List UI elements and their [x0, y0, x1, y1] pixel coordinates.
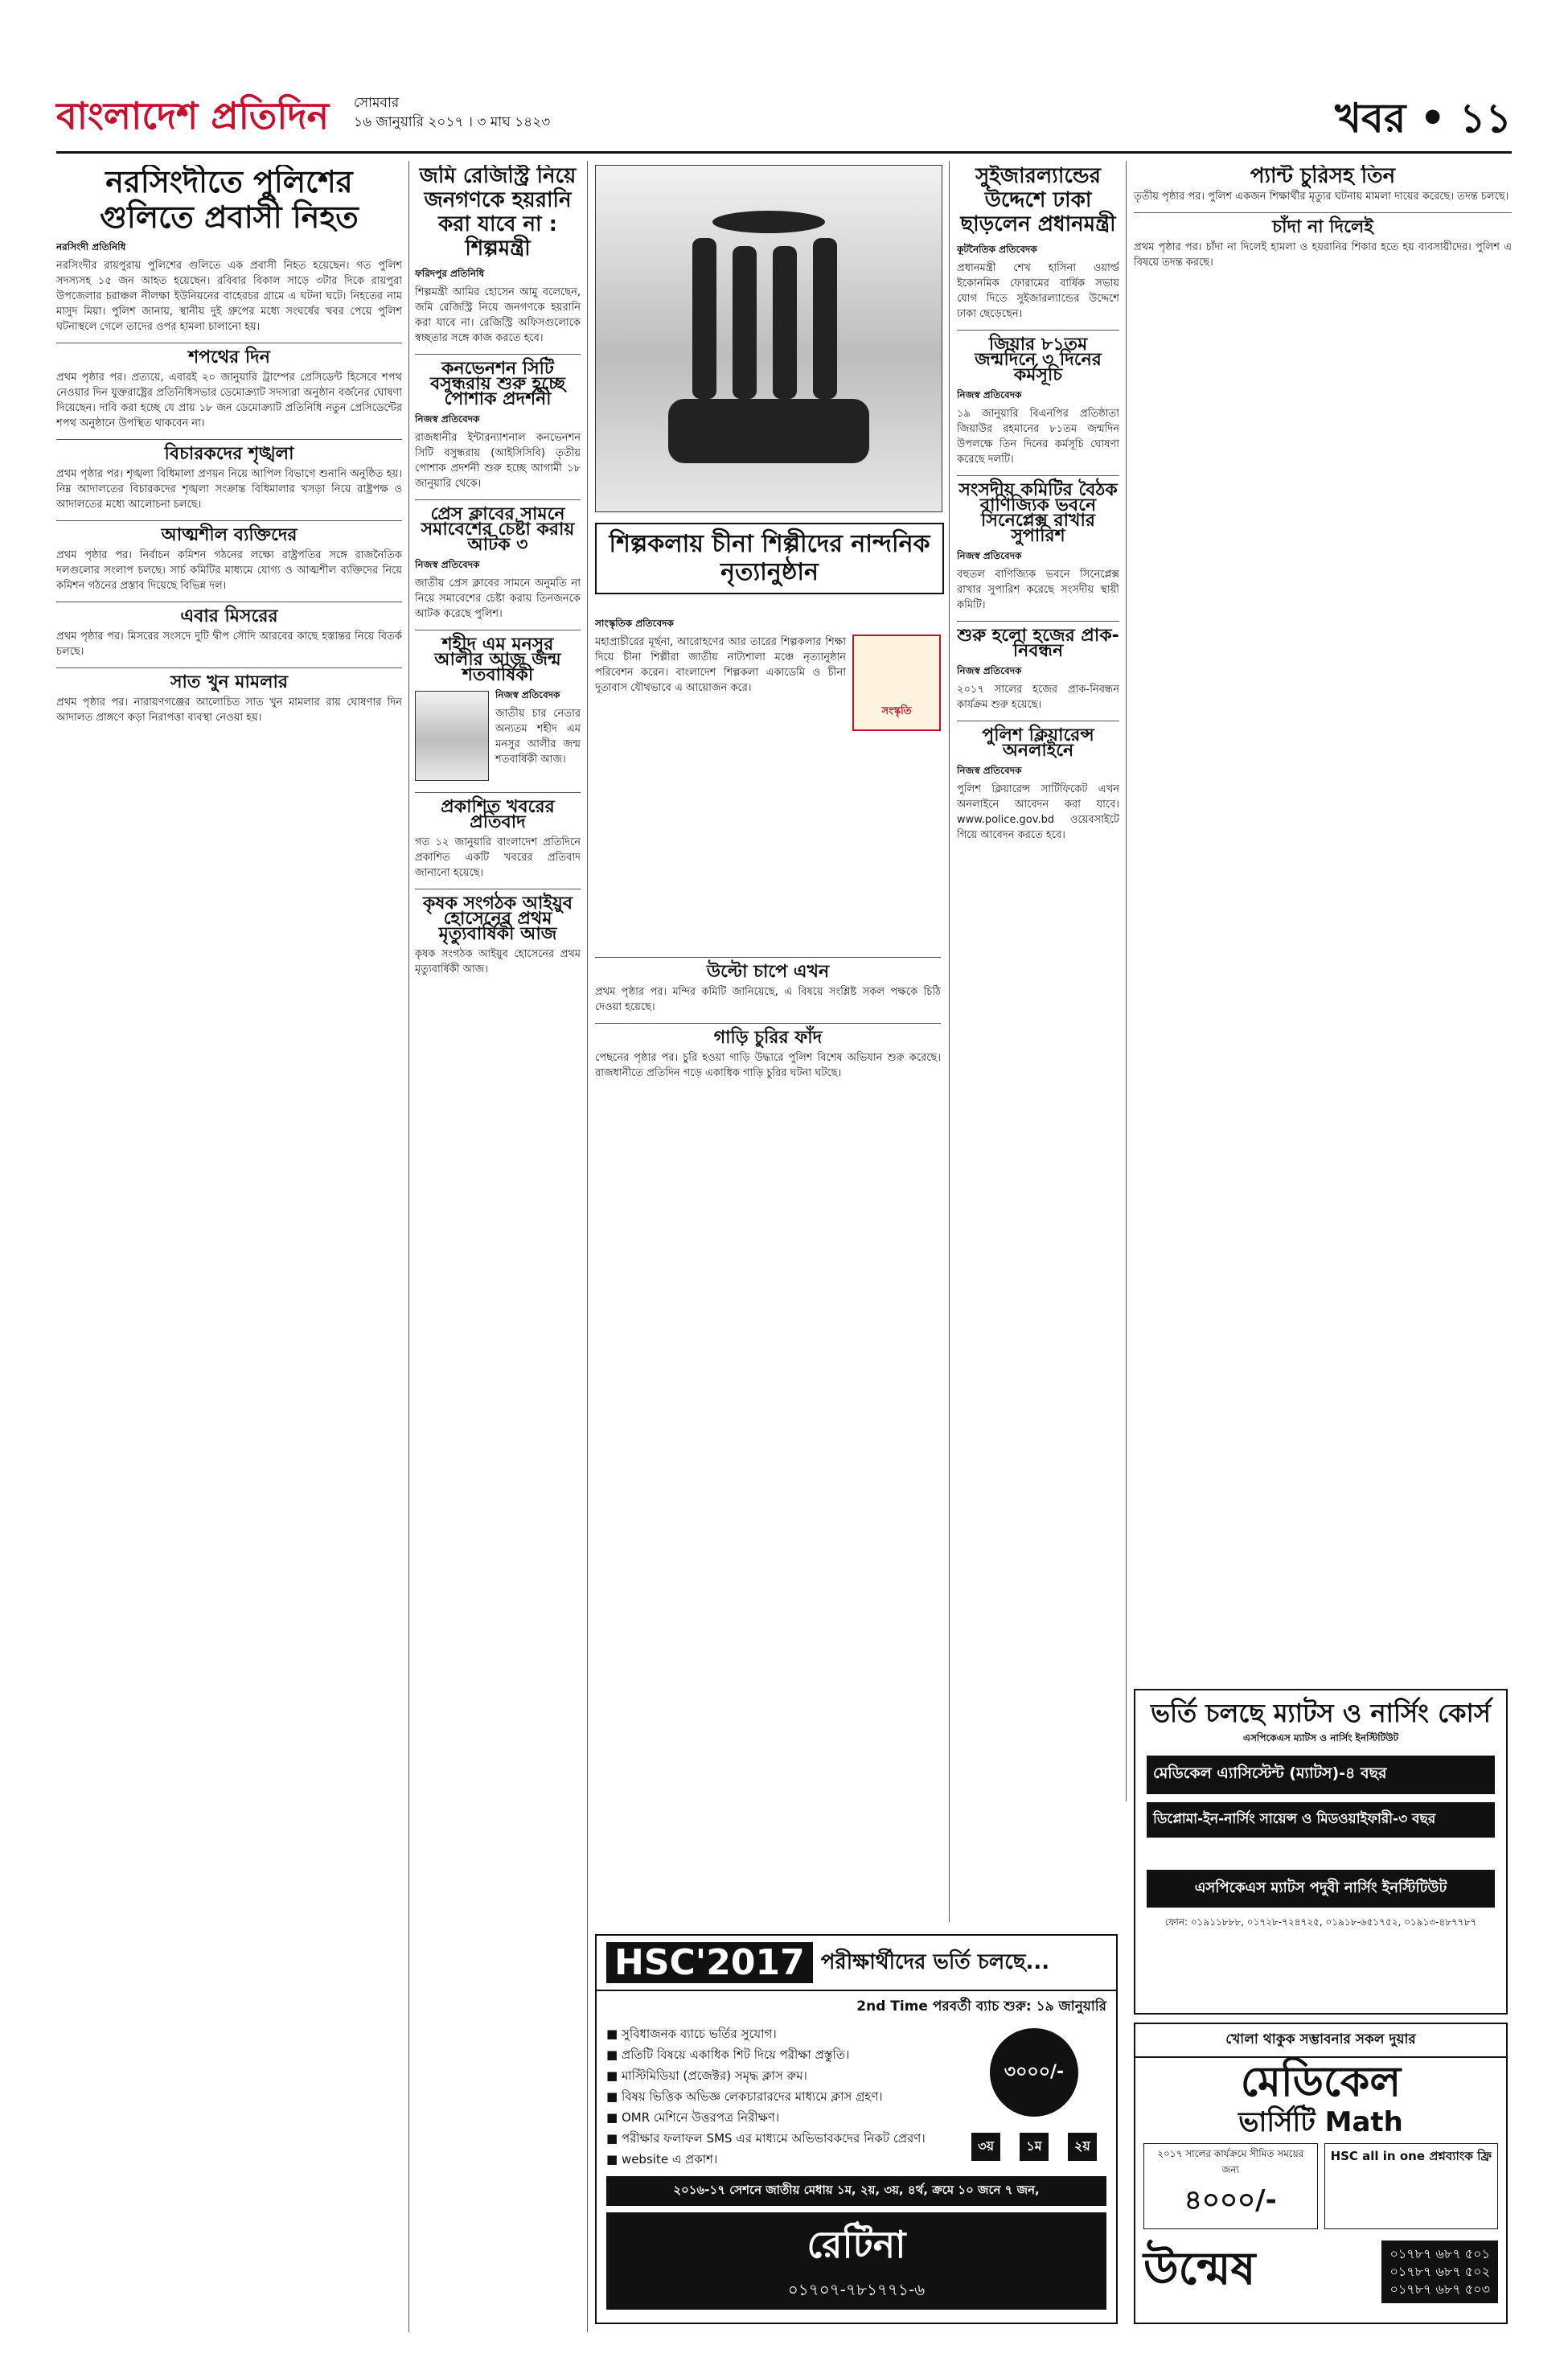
- headline-chanda: চাঁদা না দিলেই: [1134, 212, 1512, 235]
- article-body: তৃতীয় পৃষ্ঠার পর। পুলিশ একজন শিক্ষার্থীর মৃত্যুর ঘটনায় মামলা দায়ের করেছে। তদন্ত চলছে।: [1134, 190, 1509, 203]
- byline: নিজস্ব প্রতিবেদক: [415, 413, 480, 425]
- day-label: সোমবার: [354, 95, 400, 111]
- headline-chinese-dance: শিল্পকলায় চীনা শিল্পীদের নান্দনিক নৃত্যানুষ্ঠান: [595, 523, 944, 594]
- hsc-rankers: [962, 2133, 1106, 2161]
- article-body: পুলিশ ক্লিয়ারেন্স সার্টিফিকেট এখন অনলাইনে আবেদন করা যাবে। www.police.gov.bd ওয়েবসাইটে গিয়ে আবেদন করতে হবে।: [957, 782, 1119, 841]
- unmesh-price: ৪০০০/-: [1184, 2184, 1277, 2216]
- hsc-feature-item: ■ প্রতিটি বিষয়ে একাধিক শিট দিয়ে পরীক্ষা প্রস্তুতি।: [606, 2047, 850, 2062]
- retina-name: রেটিনা: [807, 2223, 906, 2266]
- headline-monsur-ali: শহীদ এম মনসুর আলীর আজ জন্ম শতবার্ষিকী: [415, 630, 581, 683]
- hsc-feature-item: ■ মাস্টিমিডিয়া (প্রজেক্টর) সমৃদ্ধ ক্লাস রুম।: [606, 2068, 807, 2083]
- unmesh-phone: ০১৭৮৭ ৬৮৭ ৫০১: [1389, 2246, 1490, 2261]
- culture-label: সংস্কৃতি: [881, 705, 912, 717]
- byline: নিজস্ব প্রতিবেদক: [495, 688, 560, 700]
- subhead-shapath: শপথের দিন: [56, 343, 402, 365]
- unmesh-footer: [1135, 2234, 1506, 2310]
- hsc-body: [597, 2023, 1116, 2170]
- byline: নিজস্ব প্রতিবেদক: [415, 558, 480, 570]
- headline-hajj: শুরু হলো হজের প্রাক-নিবন্ধন: [957, 621, 1119, 659]
- byline: নিজস্ব প্রতিবেদক: [957, 764, 1022, 776]
- hsc-result: ২০১৬-১৭ সেশনে জাতীয় মেধায় ১ম, ২য়, ৩য়, ৪র্থ, ক্রমে ১০ জনে ৭ জন,: [606, 2176, 1106, 2206]
- article-body: ২০১৭ সালের হজের প্রাক-নিবন্ধন কার্যক্রম শুরু হয়েছে।: [957, 683, 1119, 711]
- dateline: [354, 93, 550, 132]
- unmesh-phones: [1381, 2241, 1498, 2303]
- hsc-rank-badge: ১ম: [1020, 2133, 1048, 2161]
- byline: নিজস্ব প্রতিবেদক: [957, 549, 1022, 561]
- unmesh-ad: [1134, 2023, 1508, 2324]
- article-body: পেছনের পৃষ্ঠার পর। চুরি হওয়া গাড়ি উদ্ধারে পুলিশ বিশেষ অভিযান শুরু করেছে। রাজধানীতে প্রতিদিন গড়ে একাধিক গাড়ি চুরির ঘটনা ঘটছে।: [595, 1052, 941, 1079]
- date-label: ১৬ জানুয়ারি ২০১৭ । ৩ মাঘ ১৪২৩: [354, 114, 551, 130]
- hsc-feature-item: ■ সুবিধাজনক ব্যাচে ভর্তির সুযোগ।: [606, 2027, 777, 2041]
- ad-phone: ফোন: ০১৯১১৮৮৮, ০১৭২৮-৭২৪৭২৫, ০১৯১৮-৬৫১৭৫২, ০১৯১৩-৪৮৭৭৮৭: [1164, 1916, 1477, 1928]
- unmesh-phone: ০১৭৮৭ ৬৮৭ ৫০২: [1389, 2264, 1490, 2279]
- ad-institute: এসপিকেএস ম্যাটস পদুবী নার্সিং ইনস্টিটিউট: [1147, 1870, 1495, 1908]
- headline-police-clearance: পুলিশ ক্লিয়ারেন্স অনলাইনে: [957, 721, 1119, 758]
- subhead-attoshil: আত্মশীল ব্যক্তিদের: [56, 520, 402, 543]
- unmesh-tagline: খোলা থাকুক সম্ভাবনার সকল দুয়ার: [1135, 2024, 1506, 2058]
- headline-jomi-registry: জমি রেজিস্ট্রি নিয়ে জনগণকে হয়রানি করা যাবে না : শিল্পমন্ত্রী: [419, 165, 577, 261]
- article-body: বহুতল বাণিজ্যিক ভবনে সিনেপ্লেক্স রাখার সুপারিশ করেছে সংসদীয় স্থায়ী কমিটি।: [957, 568, 1119, 611]
- hsc-rank-badge: ৩য়: [971, 2133, 1000, 2161]
- byline: সাংস্কৃতিক প্রতিবেদক: [595, 618, 674, 629]
- unmesh-hsc-free: HSC all in one প্রশ্নব্যাংক ফ্রি: [1324, 2143, 1499, 2229]
- article-body: প্রথম পৃষ্ঠার পর। নারায়ণগঞ্জের আলোচিত সাত খুন মামলার রায় ঘোষণার দিন আদালত প্রাঙ্গণে কড়া নিরাপত্তা ব্যবস্থা নেওয়া হয়।: [56, 696, 402, 725]
- headline-gari-churi: গাড়ি চুরির ফাঁদ: [595, 1023, 941, 1045]
- ad-title: ভর্তি চলছে ম্যাটস ও নার্সিং কোর্স: [1151, 1698, 1491, 1728]
- byline: নিজস্ব প্রতিবেদক: [957, 664, 1022, 676]
- headline-prabashi: নরসিংদীতে পুলিশের গুলিতে প্রবাসী নিহত: [100, 165, 359, 235]
- hsc-feature-item: ■ OMR মেশিনে উত্তরপত্র নিরীক্ষণ।: [606, 2110, 780, 2125]
- hsc-feature-list: [606, 2023, 962, 2170]
- ad-subtitle: এসপিকেএস ম্যাটস ও নার্সিং ইনস্টিটিউট: [1242, 1731, 1399, 1744]
- article-body: জাতীয় চার নেতার অন্যতম শহীদ এম মনসুর আলীর জন্ম শতবার্ষিকী আজ।: [495, 707, 581, 766]
- unmesh-price-note: ২০১৭ সালের কার্যক্রমে সীমিত সময়ের জন্য: [1157, 2148, 1304, 2175]
- headline-press-club: প্রেস ক্লাবের সামনে সমাবেশের চেষ্টা করায় আটক ৩: [415, 499, 581, 552]
- article-body: প্রথম পৃষ্ঠার পর। মিসরের সংসদে দুটি দ্বীপ সৌদি আরবের কাছে হস্তান্তর নিয়ে বিতর্ক চলছে।: [56, 630, 402, 659]
- byline: কূটনৈতিক প্রতিবেদক: [957, 243, 1037, 255]
- unmesh-offers: [1135, 2138, 1506, 2234]
- headline-krishok: কৃষক সংগঠক আইয়ুব হোসেনের প্রথম মৃত্যুবার্ষিকী আজ: [415, 889, 581, 942]
- headline-convention: কনভেনশন সিটি বসুন্ধরায় শুরু হচ্ছে পোশাক প্রদর্শনী: [415, 354, 581, 407]
- hsc-batch: 2nd Time পরবর্তী ব্যাচ শুরু: ১৯ জানুয়ারি: [856, 1998, 1106, 2015]
- newspaper-logo: বাংলাদেশ প্রতিদিন: [56, 94, 330, 138]
- unmesh-price-box: [1143, 2143, 1318, 2229]
- dancers-silhouette-icon: [596, 166, 942, 511]
- portrait-photo: [415, 691, 489, 781]
- hsc-rank-badge: ২য়: [1068, 2133, 1097, 2161]
- hsc-title: HSC'2017: [606, 1942, 813, 1983]
- unmesh-phone: ০১৭৮৭ ৬৮৭ ৫০৩: [1389, 2282, 1490, 2297]
- byline: নরসিংদী প্রতিনিধি: [56, 241, 126, 253]
- article-body: জাতীয় প্রেস ক্লাবের সামনে অনুমতি না নিয়ে সমাবেশের চেষ্টা করায় তিনজনকে আটক করেছে পুলিশ।: [415, 577, 581, 620]
- unmesh-varsity: ভার্সিটি Math: [1238, 2106, 1403, 2138]
- headline-cineplex: সংসদীয় কমিটির বৈঠক বাণিজ্যিক ভবনে সিনেপ্লেক্স রাখার সুপারিশ: [957, 475, 1119, 544]
- center-article: [595, 611, 941, 941]
- column-divider: [587, 161, 588, 2332]
- ad-course-1: মেডিকেল এ্যাসিস্টেন্ট (ম্যাটস)-৪ বছর: [1147, 1756, 1495, 1794]
- article-body: শিল্পমন্ত্রী আমির হোসেন আমু বলেছেন, জমি রেজিস্ট্রি নিয়ে জনগণকে হয়রানি করা যাবে না। রেজিস্ট্রি অফিসগুলোকে স্বচ্ছতার সঙ্গে কাজ করতে হবে।: [415, 285, 581, 344]
- ad-header: [597, 1936, 1116, 1991]
- section-page-number: খবর • ১১: [1335, 95, 1512, 142]
- hsc-price: ৩০০০/-: [990, 2028, 1078, 2117]
- article-body: কৃষক সংগঠক আইয়ুব হোসেনের প্রথম মৃত্যুবার্ষিকী আজ।: [415, 947, 581, 975]
- article-body: প্রথম পৃষ্ঠার পর। প্রত্যয়ে, এবারই ২০ জানুয়ারি ট্রাম্পের প্রেসিডেন্ট হিসেবে শপথ নেওয়ার দিন যুক্তরাষ্ট্রের প্রতিনিধিসভার ডেমোক্র্যাট সদস্যরা অনুষ্ঠান বর্জনের ঘোষণা দিয়েছেন। দাবি করা হচ্ছে যে প্রায় ১৮ জন ডেমোক্র্যাট প্রতিনিধি নতুন প্রেসিডেন্টের শপথ অনুষ্ঠানে উপস্থিত থাকবেন না।: [56, 372, 402, 430]
- column-divider: [1126, 161, 1127, 1801]
- hsc-feature-item: ■ বিষয় ভিত্তিক অভিজ্ঞ লেকচারারদের মাধ্যমে ক্লাস গ্রহণ।: [606, 2089, 883, 2104]
- dance-photo: [595, 165, 942, 512]
- hsc-subtitle: পরীক্ষার্থীদের ভর্তি চলছে...: [820, 1949, 1050, 1974]
- matts-nursing-ad: [1134, 1689, 1508, 2015]
- retina-banner: [606, 2212, 1106, 2310]
- article-body: প্রথম পৃষ্ঠার পর। নির্বাচন কমিশন গঠনের লক্ষ্যে রাষ্ট্রপতির সঙ্গে রাজনৈতিক দলগুলোর সংলাপ চলছে। সার্চ কমিটির মাধ্যমে যোগ্য ও আত্মশীল ব্যক্তিদের নিয়ে কমিশন গঠনের প্রস্তাব দিয়েছে বিভিন্ন দল।: [56, 549, 402, 593]
- article-body: প্রধানমন্ত্রী শেখ হাসিনা ওয়ার্ল্ড ইকোনমিক ফোরামের বার্ষিক সভায় যোগ দিতে সুইজারল্যান্ডের উদ্দেশে ঢাকা ছেড়েছেন।: [957, 261, 1119, 320]
- unmesh-name: উন্মেষ: [1143, 2243, 1256, 2295]
- hsc-feature-item: ■ website এ প্রকাশ।: [606, 2152, 718, 2167]
- column-1: [56, 165, 402, 2328]
- retina-phone: ০১৭০৭-৭৮১৭৭১-৬: [787, 2280, 926, 2299]
- column-divider: [949, 161, 950, 1922]
- article-body: প্রথম পৃষ্ঠার পর। মন্দির কমিটি জানিয়েছে, এ বিষয়ে সংশ্লিষ্ট সকল পক্ষকে চিঠি দেওয়া হয়েছে।: [595, 986, 941, 1013]
- column-2: [415, 165, 581, 2328]
- unmesh-medical: মেডিকেল: [1240, 2058, 1402, 2106]
- headline-protibad: প্রকাশিত খবরের প্রতিবাদ: [415, 792, 581, 830]
- article-body: প্রথম পৃষ্ঠার পর। চাঁদা না দিলেই হামলা ও হয়রানির শিকার হতে হয় ব্যবসায়ীদের। পুলিশ এ বিষয়ে তদন্ত করছে।: [1134, 240, 1512, 269]
- masthead: [56, 88, 1512, 146]
- headline-pant-churi: প্যান্ট চুরিসহ তিন: [1250, 165, 1396, 188]
- subhead-bicharok: বিচারকদের শৃঙ্খলা: [56, 439, 402, 462]
- subhead-saat-khun: সাত খুন মামলার: [56, 667, 402, 690]
- subhead-misor: এবার মিসরের: [56, 602, 402, 624]
- article-body: নরসিংদীর রায়পুরায় পুলিশের গুলিতে এক প্রবাসী নিহত হয়েছেন। গত পুলিশ সদস্যসহ ১৫ জন আহত হয়েছেন। রবিবার বিকাল সাড়ে ৩টার দিকে রায়পুরা উপজেলার চরাঞ্চল নীলক্ষা ইউনিয়নের বাহেরচর গ্রামে এ ঘটনা ঘটে। নিহতের নাম মাসুদ মিয়া। পুলিশ জানায়, স্থানীয় দুই গ্রুপের মধ্যে সংঘর্ষের খবর পেয়ে পুলিশ ঘটনাস্থলে গেলে তাদের ওপর হামলা চালানো হয়।: [56, 260, 402, 334]
- article-body: গত ১২ জানুয়ারি বাংলাদেশ প্রতিদিনে প্রকাশিত একটি খবরের প্রতিবাদ জানানো হয়েছে।: [415, 836, 581, 879]
- column-4: [957, 165, 1119, 1926]
- hsc-2017-ad: [595, 1934, 1118, 2324]
- ad-course-2: ডিপ্লোমা-ইন-নার্সিং সায়েন্স ও মিডওয়াইফারী-৩ বছর: [1147, 1802, 1495, 1838]
- column-5: [1134, 165, 1512, 1685]
- byline: ফরিদপুর প্রতিনিধি: [415, 267, 485, 279]
- masthead-rule: [56, 151, 1512, 154]
- article-body: রাজধানীর ইন্টারন্যাশনাল কনভেনশন সিটি বসুন্ধরায় (আইসিসিবি) তৃতীয় পোশাক প্রদর্শনী শুরু হচ্ছে আগামী ১৮ জানুয়ারি থেকে।: [415, 431, 581, 490]
- center-article-2: [595, 949, 941, 1287]
- hsc-feature-item: ■ পরীক্ষার ফলাফল SMS এর মাধ্যমে অভিভাবকদের নিকট প্রেরণ।: [606, 2131, 926, 2146]
- culture-logo: [852, 635, 941, 731]
- article-body: মহাপ্রাচীরের মূর্ছনা, আরোহণের আর তারের শিল্পকলার শিক্ষা দিয়ে চীনা শিল্পীরা জাতীয় নাট্যশালা মঞ্চে নৃত্যানুষ্ঠান পরিবেশন করেন। বাংলাদেশ শিল্পকলা একাডেমি ও চীনা দূতাবাস যৌথভাবে এ আয়োজন করে।: [595, 636, 846, 694]
- hsc-side: [962, 2023, 1106, 2170]
- column-divider: [408, 161, 409, 2332]
- article-body: প্রথম পৃষ্ঠার পর। শৃঙ্খলা বিধিমালা প্রণয়ন নিয়ে আপিল বিভাগে শুনানি অনুষ্ঠিত হয়। নিম্ন আদালতের বিচারকদের শৃঙ্খলা সংক্রান্ত বিধিমালার খসড়া নিয়ে রাষ্ট্রপক্ষ ও আদালতের মধ্যে আলোচনা চলছে।: [56, 468, 402, 511]
- byline: নিজস্ব প্রতিবেদক: [957, 388, 1022, 400]
- article-body: ১৯ জানুয়ারি বিএনপির প্রতিষ্ঠাতা জিয়াউর রহমানের ৮১তম জন্মদিন উপলক্ষে তিন দিনের কর্মসূচি ঘোষণা করেছে দলটি।: [957, 407, 1119, 466]
- headline-ulto-chap: উল্টো চাপে এখন: [595, 957, 941, 980]
- headline-zia-birthday: জিয়ার ৮১তম জন্মদিনে ৩ দিনের কর্মসূচি: [957, 330, 1119, 383]
- headline-pm-switzerland: সুইজারল্যান্ডের উদ্দেশে ঢাকা ছাড়লেন প্রধানমন্ত্রী: [960, 165, 1116, 236]
